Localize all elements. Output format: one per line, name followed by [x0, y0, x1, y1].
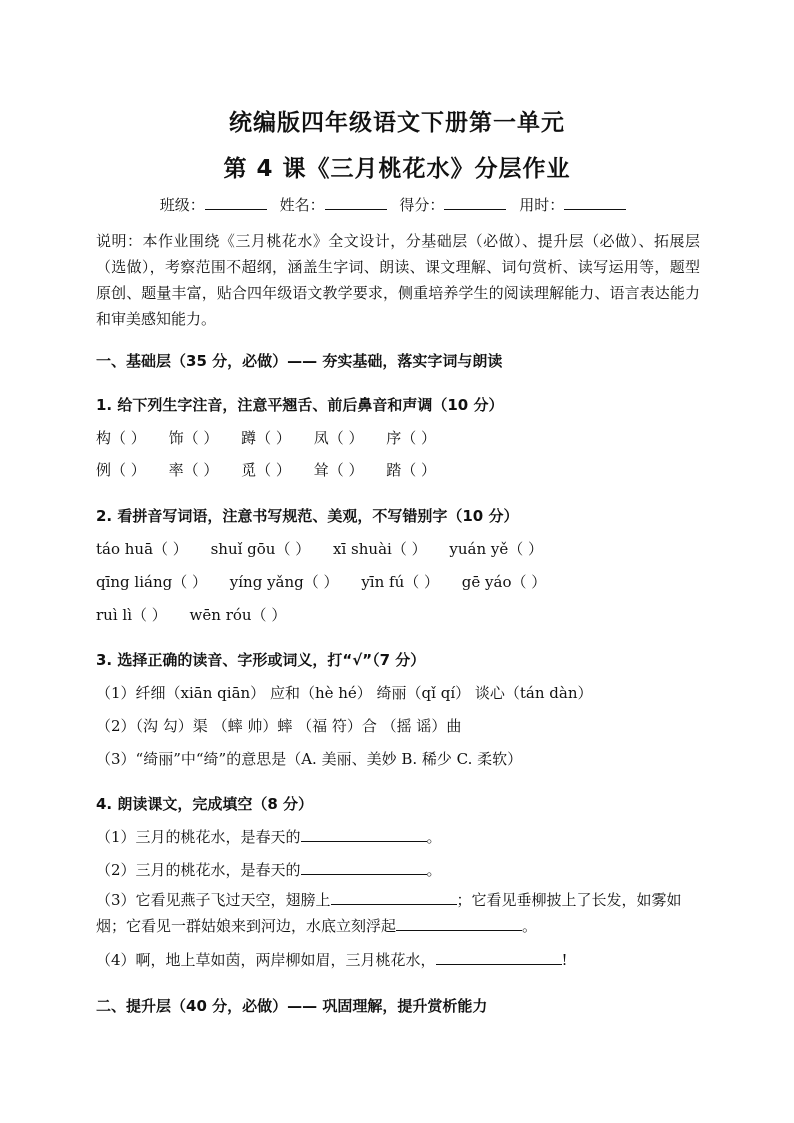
punctuation: 。	[426, 828, 442, 846]
punctuation: 。	[522, 917, 538, 935]
class-blank[interactable]	[205, 195, 267, 210]
pinyin-item[interactable]: qīng liáng（ ）	[96, 573, 207, 591]
student-info-line	[0, 194, 794, 215]
name-blank[interactable]	[325, 195, 387, 210]
fill-prompt: （3）它看见燕子飞过天空，翅膀上	[96, 891, 331, 909]
char-item[interactable]: 蹲（ ）	[241, 429, 291, 447]
question-1-row-1	[96, 427, 454, 448]
question-2-row-2	[96, 571, 564, 592]
question-4-title: 4. 朗读课文，完成填空（8 分）	[96, 795, 314, 813]
pinyin-item[interactable]: yíng yǎng（ ）	[229, 573, 339, 591]
question-1-row-2	[96, 459, 454, 480]
pinyin-item[interactable]: gē yáo（ ）	[461, 573, 547, 591]
question-3-line-2[interactable]: （2）（沟 勾）渠 （蟀 帅）蟀 （福 符）合 （摇 谣）曲	[96, 717, 462, 735]
question-2-row-1	[96, 538, 561, 559]
time-blank[interactable]	[564, 195, 626, 210]
char-item[interactable]: 例（ ）	[96, 461, 146, 479]
section-1-heading: 一、基础层（35 分，必做）—— 夯实基础，落实字词与朗读	[96, 352, 503, 370]
punctuation: 。	[426, 861, 442, 879]
char-item[interactable]: 率（ ）	[168, 461, 219, 479]
question-2-title: 2. 看拼音写词语，注意书写规范、美观，不写错别字（10 分）	[96, 507, 519, 525]
instructions-paragraph: 说明：本作业围绕《三月桃花水》全文设计，分基础层（必做）、提升层（必做）、拓展层（选做），考察范围不超纲，涵盖生字词、朗读、课文理解、词句赏析、读写运用等，题型原创、题量丰富，贴合四年级语文教学要求，侧重培养学生的阅读理解能力、语言表达能力和审美感知能力。	[96, 232, 700, 328]
question-4-line-2	[96, 859, 442, 880]
section-2-heading: 二、提升层（40 分，必做）—— 巩固理解，提升赏析能力	[96, 997, 488, 1015]
class-label: 班级：	[159, 196, 205, 214]
time-label: 用时：	[519, 196, 565, 214]
pinyin-item[interactable]: shuǐ gōu（ ）	[210, 540, 311, 558]
name-label: 姓名：	[279, 196, 325, 214]
char-item[interactable]: 觅（ ）	[241, 461, 291, 479]
punctuation: !	[561, 951, 568, 969]
answer-blank[interactable]	[436, 950, 562, 965]
pinyin-item[interactable]: yīn fú（ ）	[361, 573, 440, 591]
pinyin-item[interactable]: wēn róu（ ）	[189, 606, 287, 624]
char-item[interactable]: 凤（ ）	[313, 429, 364, 447]
pinyin-item[interactable]: yuán yě（ ）	[449, 540, 544, 558]
question-4-line-4	[96, 949, 568, 970]
question-1-title: 1. 给下列生字注音，注意平翘舌、前后鼻音和声调（10 分）	[96, 396, 504, 414]
pinyin-item[interactable]: ruì lì（ ）	[96, 606, 167, 624]
char-item[interactable]: 耸（ ）	[313, 461, 364, 479]
question-3-line-3[interactable]: （3）“绮丽”中“绮”的意思是（A. 美丽、美妙 B. 稀少 C. 柔软）	[96, 750, 523, 768]
char-item[interactable]: 踏（ ）	[386, 461, 437, 479]
score-blank[interactable]	[444, 195, 506, 210]
char-item[interactable]: 构（ ）	[96, 429, 146, 447]
fill-prompt: （1）三月的桃花水，是春天的	[96, 828, 301, 846]
question-3-title: 3. 选择正确的读音、字形或词义，打“√”（7 分）	[96, 651, 426, 669]
char-item[interactable]: 序（ ）	[386, 429, 437, 447]
fill-prompt: （4）啊，地上草如茵，两岸柳如眉，三月桃花水，	[96, 951, 436, 969]
fill-prompt: ；它看见垂柳披上了长发，如雾如烟；它看见一群姑娘来到河边，水底立刻浮起	[96, 891, 682, 935]
pinyin-item[interactable]: táo huā（ ）	[96, 540, 188, 558]
char-item[interactable]: 饰（ ）	[168, 429, 219, 447]
lesson-title: 第 4 课《三月桃花水》分层作业	[223, 156, 571, 182]
score-label: 得分：	[399, 196, 445, 214]
answer-blank[interactable]	[396, 916, 522, 931]
question-2-row-3	[96, 604, 304, 625]
answer-blank[interactable]	[301, 827, 427, 842]
answer-blank[interactable]	[301, 860, 427, 875]
question-3-line-1[interactable]: （1）纤细（xiān qiān） 应和（hè hé） 绮丽（qǐ qí） 谈心（tán dàn）	[96, 684, 593, 702]
pinyin-item[interactable]: xī shuài（ ）	[333, 540, 427, 558]
fill-prompt: （2）三月的桃花水，是春天的	[96, 861, 301, 879]
question-4-line-3	[96, 887, 700, 939]
answer-blank[interactable]	[331, 890, 457, 905]
worksheet-title: 统编版四年级语文下册第一单元	[229, 110, 565, 136]
question-4-line-1	[96, 826, 442, 847]
